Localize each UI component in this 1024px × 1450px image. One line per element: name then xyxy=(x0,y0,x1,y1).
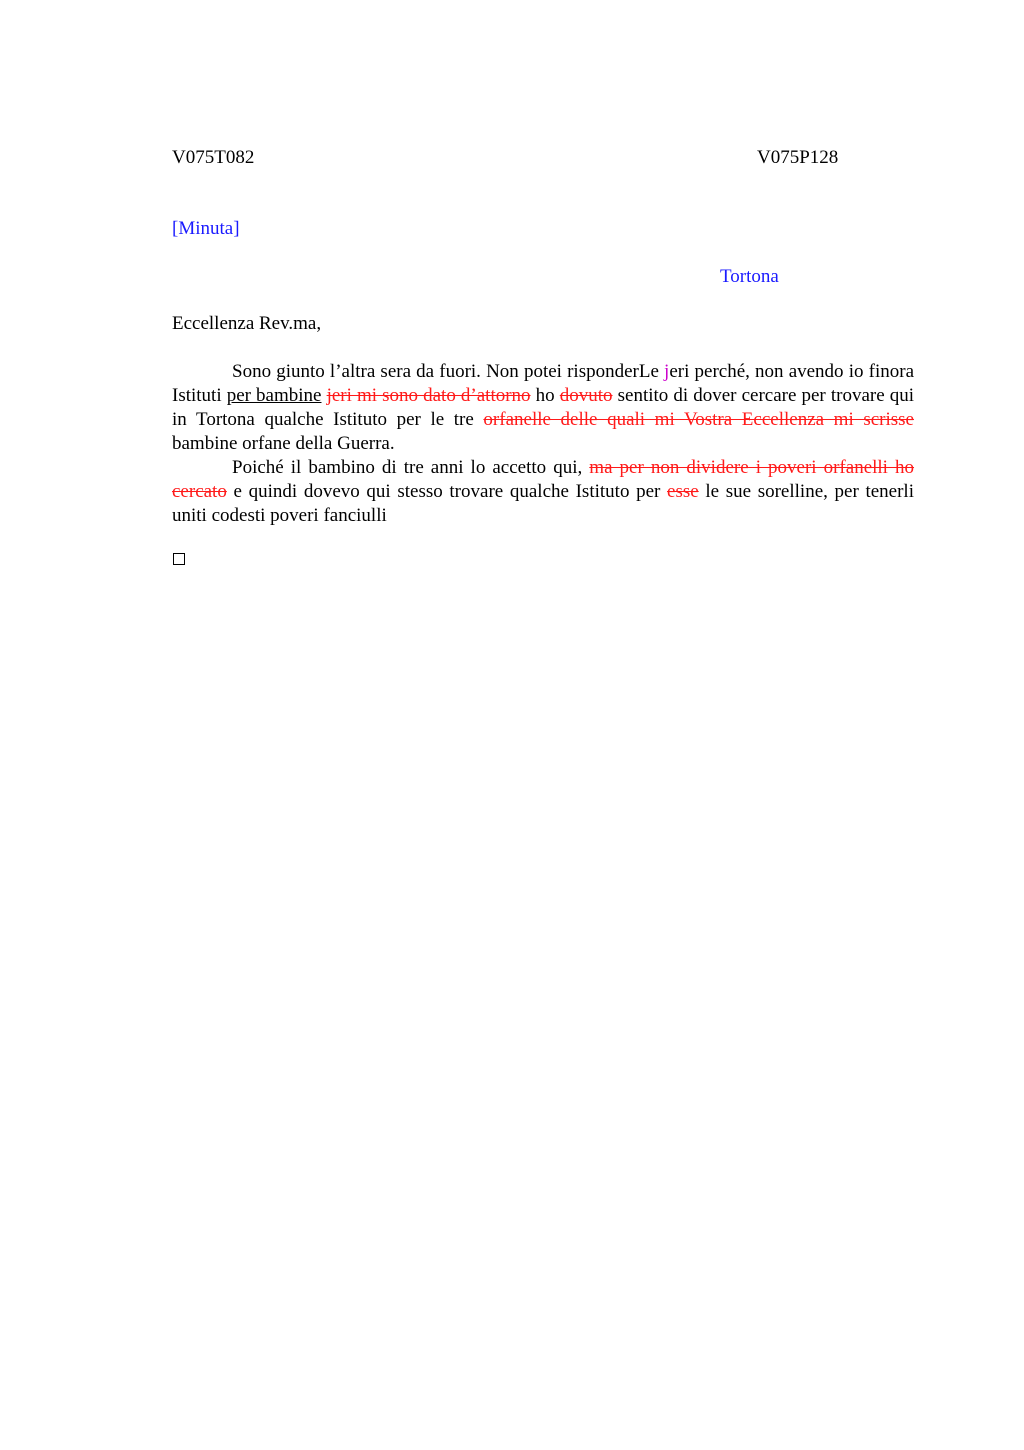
deleted-text: ma per non dividere i poveri orfanelli ho cercato xyxy=(172,457,915,502)
deleted-text: orfanelle delle quali mi Vostra Eccellenza mi scrisse xyxy=(483,409,914,430)
text-run: Sono giunto l’altra sera da fuori. Non potei risponderLe xyxy=(232,361,665,382)
text-run: e quindi dovevo qui stesso trovare qualche Istituto per xyxy=(226,481,668,502)
text-run: Poiché il bambino di tre anni lo accetto qui, xyxy=(232,457,590,478)
paragraph-2 xyxy=(172,456,914,528)
deleted-text: jeri mi sono dato d’attorno xyxy=(326,385,531,406)
empty-square-icon xyxy=(173,553,185,565)
paragraph-1 xyxy=(172,360,914,456)
text-run: le sue sorelline, per tenerli uniti codesti poveri fanciulli xyxy=(172,481,914,526)
document-code-right: V075P128 xyxy=(757,147,839,168)
text-run: eri perché, non avendo io finora Istituti xyxy=(172,361,914,406)
text-run: ho xyxy=(530,385,560,406)
text-run: bambine orfane della Guerra. xyxy=(172,433,395,454)
salutation: Eccellenza Rev.ma, xyxy=(172,313,322,334)
minuta-annotation: [Minuta] xyxy=(172,218,240,239)
deleted-text: dovuto xyxy=(559,385,613,406)
text-run: sentito di dover cercare per trovare qui in Tortona qualche Istituto per le tre xyxy=(172,385,915,430)
inserted-letter: j xyxy=(664,361,670,382)
letter-body xyxy=(172,360,914,528)
underlined-text: per bambine xyxy=(226,385,322,406)
place-name: Tortona xyxy=(720,266,779,287)
document-code-left: V075T082 xyxy=(172,147,255,168)
deleted-text: esse xyxy=(667,481,699,502)
